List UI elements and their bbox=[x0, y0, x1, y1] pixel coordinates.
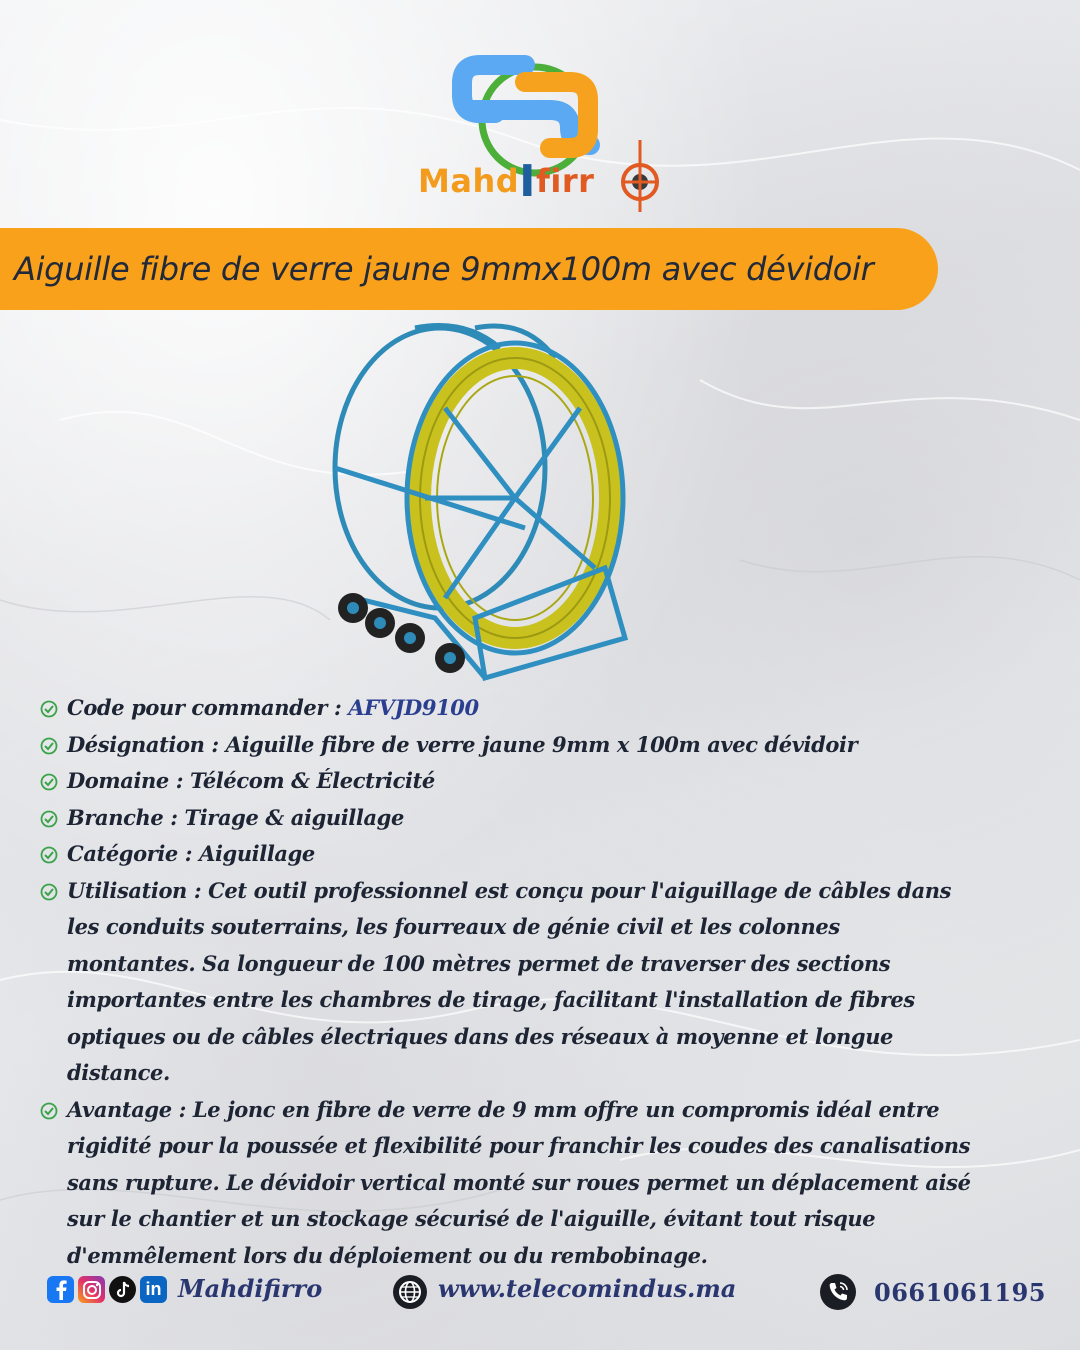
facebook-icon[interactable] bbox=[47, 1276, 74, 1303]
spec-value: Télécom & Électricité bbox=[190, 768, 435, 793]
check-circle-icon bbox=[40, 700, 58, 718]
spec-utilisation bbox=[40, 873, 972, 1092]
spec-categorie bbox=[40, 836, 1040, 873]
check-circle-icon bbox=[40, 846, 58, 864]
phone-number[interactable]: 0661061195 bbox=[874, 1278, 1046, 1307]
brand-logo bbox=[400, 40, 680, 215]
social-handle[interactable]: Mahdifirro bbox=[178, 1274, 323, 1303]
linkedin-icon-text: in bbox=[145, 1279, 162, 1299]
check-circle-icon bbox=[40, 773, 58, 791]
check-circle-icon bbox=[40, 883, 58, 901]
spec-avantage bbox=[40, 1092, 972, 1275]
brand-name-part3: firr bbox=[536, 162, 595, 200]
footer bbox=[0, 1268, 1080, 1318]
spec-label: Catégorie : bbox=[67, 841, 200, 866]
title-banner bbox=[0, 228, 938, 310]
instagram-icon[interactable] bbox=[78, 1276, 105, 1303]
check-circle-icon bbox=[40, 810, 58, 828]
spec-code bbox=[40, 690, 1040, 727]
spec-value: Aiguillage bbox=[199, 841, 315, 866]
website-link[interactable]: www.telecomindus.ma bbox=[438, 1274, 737, 1303]
spec-value: Tirage & aiguillage bbox=[184, 804, 404, 830]
product-image-cable-reel bbox=[325, 318, 645, 690]
spec-label: Branche : bbox=[67, 804, 185, 830]
phone-icon bbox=[820, 1274, 856, 1310]
spec-designation bbox=[40, 727, 1040, 764]
page-title: Aiguille fibre de verre jaune 9mmx100m avec dévidoir bbox=[14, 250, 874, 288]
spec-branche bbox=[40, 800, 1040, 837]
spec-value: Aiguille fibre de verre jaune 9mm x 100m avec dévidoir bbox=[225, 731, 858, 757]
check-circle-icon bbox=[40, 737, 58, 755]
check-circle-icon bbox=[40, 1102, 58, 1120]
spec-label: Avantage : bbox=[67, 1096, 193, 1122]
spec-value: Cet outil professionnel est conçu pour l'aiguillage de câbles dans les conduits souterrains, les fourreaux de génie civil et les colonnes montantes. Sa longueur de 100 mètres permet de traverser des sections importantes entre les chambres de tirage, facilitant l'installation de fibres optiques ou de câbles électriques dans des réseaux à moyenne et longue distance. bbox=[67, 877, 952, 1085]
tiktok-icon[interactable] bbox=[109, 1276, 136, 1303]
social-icons bbox=[47, 1276, 167, 1303]
spec-label: Utilisation : bbox=[67, 877, 209, 903]
spec-list bbox=[40, 690, 1040, 1274]
order-code: AFVJD9100 bbox=[348, 695, 479, 720]
brand-name-part2: I bbox=[519, 156, 536, 207]
spec-value: Le jonc en fibre de verre de 9 mm offre un compromis idéal entre rigidité pour la poussée et flexibilité pour franchir les coudes des canalisations sans rupture. Le dévidoir vertical monté sur roues permet un déplacement aisé sur le chantier et un stockage sécurisé de l'aiguille, évitant tout risque d'emmêlement lors du déploiement ou du rembobinage. bbox=[67, 1096, 971, 1268]
spec-label: Code pour commander : bbox=[67, 695, 349, 720]
spec-label: Domaine : bbox=[67, 768, 191, 793]
globe-icon bbox=[393, 1275, 427, 1309]
brand-name-part1: Mahd bbox=[418, 162, 520, 200]
spec-domaine bbox=[40, 763, 1040, 800]
brand-name bbox=[418, 156, 595, 207]
linkedin-icon[interactable] bbox=[140, 1276, 167, 1303]
spec-label: Désignation : bbox=[67, 731, 226, 757]
